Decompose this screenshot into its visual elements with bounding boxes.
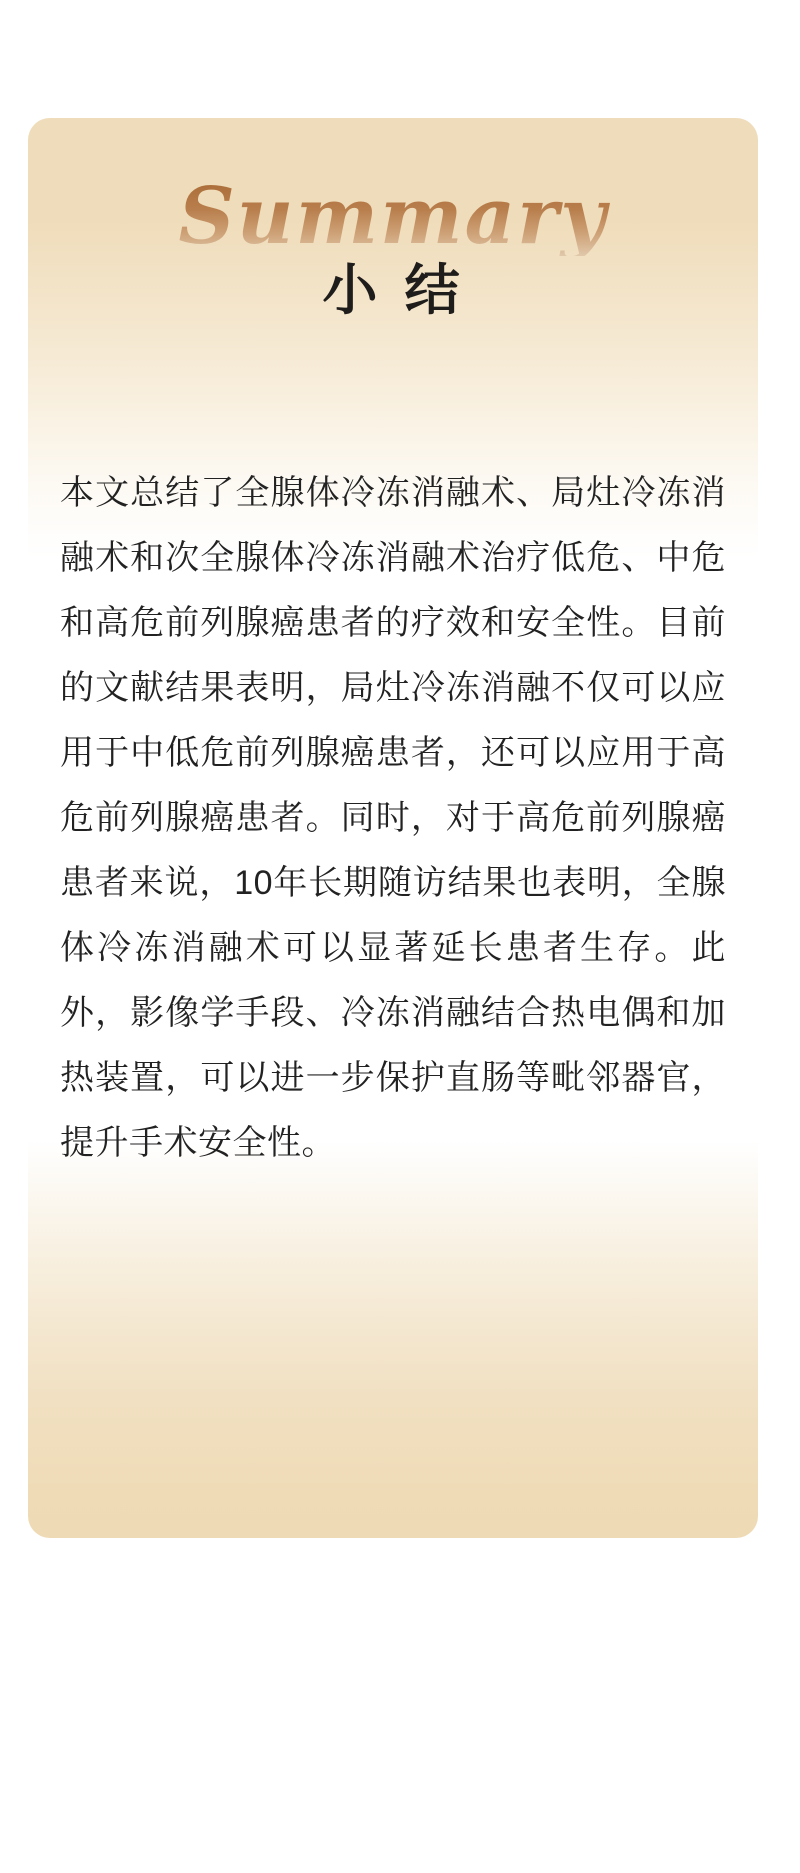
summary-script-title: Summary bbox=[28, 178, 758, 256]
summary-chinese-title: 小 结 bbox=[322, 257, 464, 322]
summary-paragraph: 本文总结了全腺体冷冻消融术、局灶冷冻消融术和次全腺体冷冻消融术治疗低危、中危和高危前列腺癌患者的疗效和安全性。目前的文献结果表明，局灶冷冻消融不仅可以应用于中低危前列腺癌患者，还可以应用于高危前列腺癌患者。同时，对于高危前列腺癌患者来说，10年长期随访结果也表明，全腺体冷冻消融术可以显著延长患者生存。此外，影像学手段、冷冻消融结合热电偶和加热装置，可以进一步保护直肠等毗邻器官，提升手术安全性。 bbox=[60, 473, 726, 1162]
summary-card bbox=[28, 118, 758, 1538]
summary-card-inner bbox=[28, 118, 758, 1538]
